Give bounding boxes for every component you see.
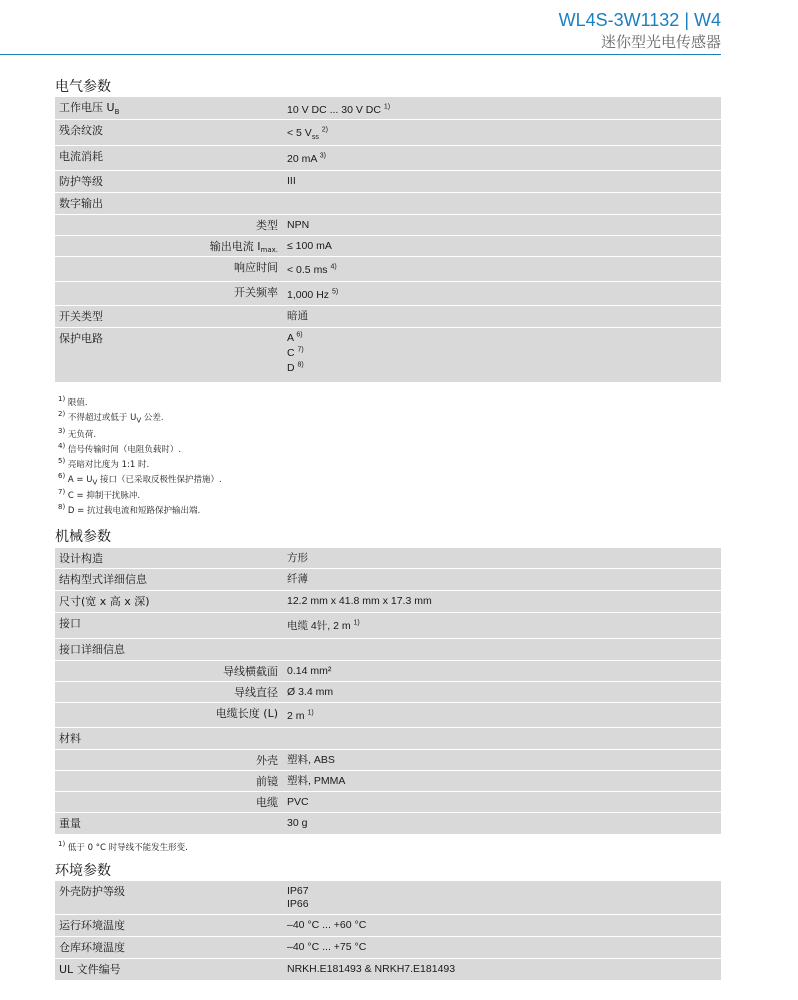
row-label: 导线直径 bbox=[234, 686, 278, 699]
row-label: 外壳防护等级 bbox=[59, 885, 125, 898]
row-value: 10 V DC ... 30 V DC $^{1)}$ bbox=[287, 103, 391, 116]
environment-table bbox=[55, 881, 721, 981]
table-row bbox=[55, 171, 721, 192]
row-label: 重量 bbox=[59, 817, 81, 830]
footnote: $^{3)}$ 无负荷. bbox=[58, 426, 97, 440]
row-label: 保护电路 bbox=[59, 332, 103, 345]
row-value: 塑料, PMMA bbox=[287, 775, 346, 787]
row-value: 纤薄 bbox=[287, 573, 308, 585]
row-label: 类型 bbox=[256, 219, 278, 232]
row-value: Ø 3.4 mm bbox=[287, 686, 334, 698]
row-value: –40 °C ... +60 °C bbox=[287, 919, 367, 931]
table-row bbox=[55, 792, 721, 812]
product-title: WL4S-3W1132 | W4 bbox=[558, 10, 721, 30]
row-value: 方形 bbox=[287, 552, 308, 564]
product-subtitle: 迷你型光电传感器 bbox=[600, 33, 721, 51]
table-row bbox=[55, 881, 721, 914]
table-row bbox=[55, 328, 721, 382]
row-label: 数字输出 bbox=[59, 197, 103, 210]
row-label: 结构型式详细信息 bbox=[59, 573, 147, 586]
row-value: 30 g bbox=[287, 817, 308, 829]
table-row bbox=[55, 703, 721, 727]
row-label: 电缆 bbox=[256, 796, 278, 809]
row-label: 输出电流 Imax. bbox=[209, 240, 278, 254]
table-row bbox=[55, 959, 721, 980]
table-row bbox=[55, 120, 721, 145]
row-label: 电流消耗 bbox=[59, 150, 103, 163]
footnote: $^{2)}$ 不得超过或低于 $U_V$ 公差. bbox=[58, 410, 164, 425]
table-row bbox=[55, 236, 721, 256]
table-row bbox=[55, 937, 721, 958]
row-label: 设计构造 bbox=[59, 552, 103, 565]
row-value: NRKH.E181493 & NRKH7.E181493 bbox=[287, 963, 456, 975]
row-value: 20 mA $^{3)}$ bbox=[287, 152, 326, 165]
table-row bbox=[55, 282, 721, 305]
row-value: 2 m $^{1)}$ bbox=[287, 709, 314, 722]
row-label: 材料 bbox=[59, 732, 81, 745]
row-label: 尺寸(宽 x 高 x 深) bbox=[59, 595, 150, 608]
row-label: UL 文件编号 bbox=[59, 963, 121, 976]
table-row bbox=[55, 639, 721, 660]
row-value: 暗通 bbox=[287, 310, 308, 322]
row-label: 残余纹波 bbox=[59, 124, 103, 137]
section-title-mechanical: 机械参数 bbox=[55, 529, 111, 545]
row-value: NPN bbox=[287, 219, 310, 231]
footnote: $^{4)}$ 信号传输时间（电阻负载时）. bbox=[58, 441, 182, 455]
table-row bbox=[55, 306, 721, 327]
table-row bbox=[55, 215, 721, 235]
row-value: A $^{6)}$ C $^{7)}$ D $^{8)}$ bbox=[287, 331, 304, 374]
row-value: 0.14 mm² bbox=[287, 665, 332, 677]
row-value: < 0.5 ms $^{4)}$ bbox=[287, 263, 337, 276]
table-row bbox=[55, 591, 721, 612]
row-label: 外壳 bbox=[256, 754, 278, 767]
footnote: $^{5)}$ 亮暗对比度为 1:1 时. bbox=[58, 456, 150, 470]
electrical-footnotes bbox=[58, 396, 222, 519]
table-row bbox=[55, 257, 721, 281]
footnote: $^{1)}$ 限值. bbox=[58, 395, 88, 408]
section-title-electrical: 电气参数 bbox=[55, 79, 111, 95]
table-row bbox=[55, 613, 721, 638]
row-label: 工作电压 $U_B$ bbox=[59, 101, 120, 117]
row-label: 导线横截面 bbox=[223, 665, 278, 678]
table-row bbox=[55, 661, 721, 681]
table-row bbox=[55, 771, 721, 791]
footnote: $^{7)}$ C = 抑制干扰脉冲. bbox=[58, 488, 141, 502]
row-label: 接口 bbox=[59, 617, 81, 630]
row-label: 开关频率 bbox=[234, 286, 278, 299]
table-row bbox=[55, 548, 721, 568]
section-title-environment: 环境参数 bbox=[55, 863, 111, 879]
table-row bbox=[55, 915, 721, 936]
row-value: III bbox=[287, 175, 296, 187]
header-divider bbox=[0, 54, 721, 55]
row-value: 塑料, ABS bbox=[287, 754, 335, 766]
row-label: 运行环境温度 bbox=[59, 919, 125, 932]
row-label: 防护等级 bbox=[59, 175, 103, 188]
table-row bbox=[55, 813, 721, 834]
table-row bbox=[55, 146, 721, 170]
footnote: $^{6)}$ $A = U_V$ 接口（已采取反极性保护措施）. bbox=[58, 471, 222, 487]
row-label: 仓库环境温度 bbox=[59, 941, 125, 954]
table-row bbox=[55, 97, 721, 119]
row-value: 12.2 mm x 41.8 mm x 17.3 mm bbox=[287, 595, 432, 607]
row-value: 电缆 4针, 2 m $^{1)}$ bbox=[287, 619, 360, 632]
electrical-table bbox=[55, 97, 721, 383]
row-value: PVC bbox=[287, 796, 309, 808]
row-label: 接口详细信息 bbox=[59, 643, 125, 656]
row-label: 开关类型 bbox=[59, 310, 103, 323]
row-value: –40 °C ... +75 °C bbox=[287, 941, 367, 953]
row-value: ≤ 100 mA bbox=[287, 240, 332, 252]
row-value: 1,000 Hz $^{5)}$ bbox=[287, 288, 339, 301]
table-row bbox=[55, 682, 721, 702]
footnote: $^{8)}$ D = 抗过载电流和短路保护输出端. bbox=[58, 503, 201, 517]
footnote: $^{1)}$ 低于 0 °C 时导线不能发生形变. bbox=[58, 840, 188, 853]
table-row bbox=[55, 193, 721, 214]
row-label: 响应时间 bbox=[234, 261, 278, 274]
table-row bbox=[55, 569, 721, 590]
row-label: 电缆长度 (L) bbox=[215, 707, 278, 720]
table-row bbox=[55, 750, 721, 770]
mechanical-table bbox=[55, 548, 721, 835]
page-header bbox=[559, 10, 721, 52]
mechanical-footnotes bbox=[58, 841, 188, 856]
row-value: IP67 IP66 bbox=[287, 885, 309, 910]
row-value: < 5 $V_{ss}$ $^{2)}$ bbox=[287, 126, 328, 142]
table-row bbox=[55, 728, 721, 749]
row-label: 前镜 bbox=[256, 775, 278, 788]
